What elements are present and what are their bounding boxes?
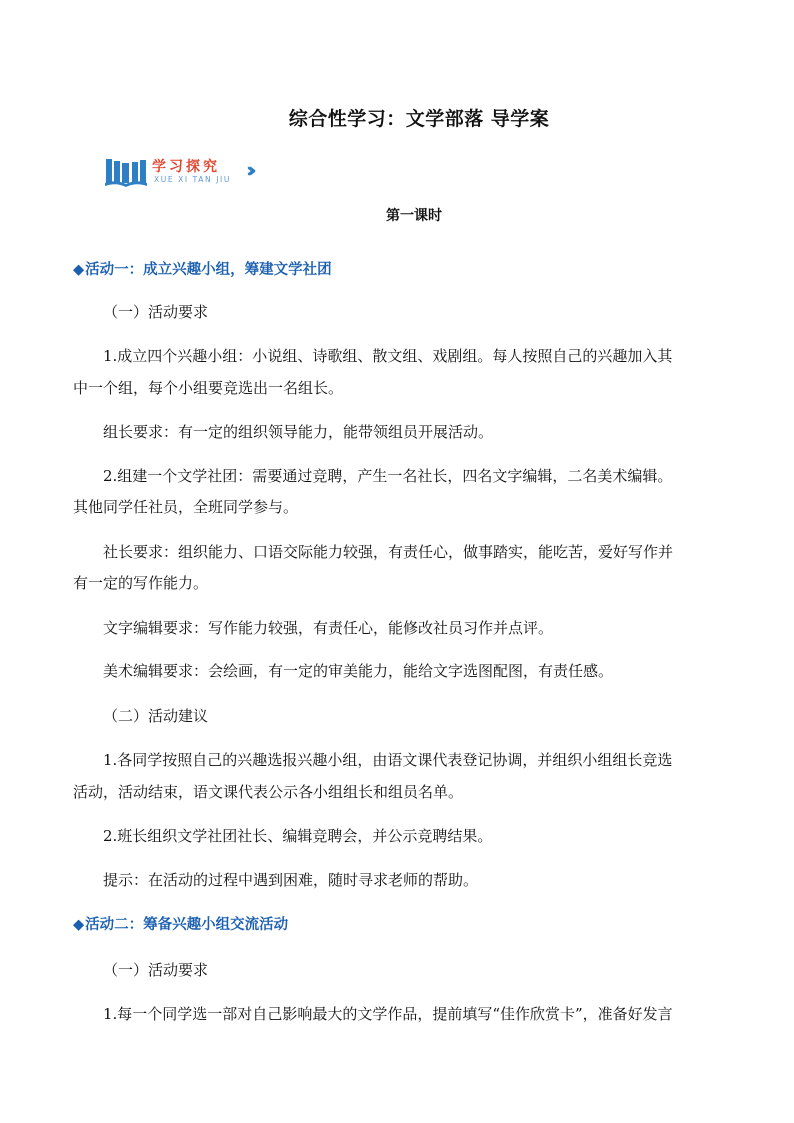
paragraph: 有一定的写作能力。 (73, 574, 209, 592)
activity2-heading-text: 活动二：筹备兴趣小组交流活动 (85, 917, 289, 933)
activity2-heading (73, 915, 723, 935)
book-icon (104, 157, 148, 187)
paragraph: 其他同学任社员，全班同学参与。 (73, 498, 299, 516)
paragraph: 2.班长组织文学社团社长、编辑竞聘会，并公示竞聘结果。 (103, 827, 493, 845)
paragraph: 中一个组，每个小组要竞选出一名组长。 (73, 379, 344, 397)
paragraph: 1.每一个同学选一部对自己影响最大的文学作品，提前填写“佳作欣赏卡”，准备好发言 (103, 1005, 673, 1023)
activity1-heading-text: 活动一：成立兴趣小组，筹建文学社团 (85, 262, 332, 278)
paragraph: 1.各同学按照自己的兴趣选报兴趣小组，由语文课代表登记协调，并组织小组组长竞选 (103, 751, 673, 769)
paragraph: 美术编辑要求：会绘画，有一定的审美能力，能给文字选图配图，有责任感。 (103, 662, 614, 680)
lesson-label: 第一课时 (386, 208, 442, 224)
banner-subtitle: XUE XI TAN JIU (154, 175, 231, 184)
section-banner (104, 154, 274, 190)
banner-title: 学习探究 (152, 159, 220, 175)
paragraph: 1.成立四个兴趣小组：小说组、诗歌组、散文组、戏剧组。每人按照自己的兴趣加入其 (103, 347, 673, 365)
paragraph: 社长要求：组织能力、口语交际能力较强，有责任心，做事踏实，能吃苦，爱好写作并 (103, 543, 674, 561)
diamond-icon: ◆ (73, 262, 85, 278)
paragraph: 组长要求：有一定的组织领导能力，能带领组员开展活动。 (103, 423, 494, 441)
paragraph: 文字编辑要求：写作能力较强，有责任心，能修改社员习作并点评。 (103, 619, 554, 637)
activity1-heading (73, 260, 723, 280)
activity1-suggestion-title: （二）活动建议 (103, 707, 209, 725)
diamond-icon: ◆ (73, 917, 85, 933)
paragraph: 活动，活动结束，语文课代表公示各小组组长和组员名单。 (73, 783, 464, 801)
activity2-req-title: （一）活动要求 (103, 961, 209, 979)
page-title: 综合性学习：文学部落 导学案 (288, 108, 550, 130)
paragraph: 2.组建一个文学社团：需要通过竞聘，产生一名社长，四名文字编辑，二名美术编辑。 (103, 467, 673, 485)
activity1-req-title: （一）活动要求 (103, 303, 209, 321)
chevron-right-icon: ››› (246, 158, 250, 182)
paragraph: 提示：在活动的过程中遇到困难，随时寻求老师的帮助。 (103, 871, 479, 889)
